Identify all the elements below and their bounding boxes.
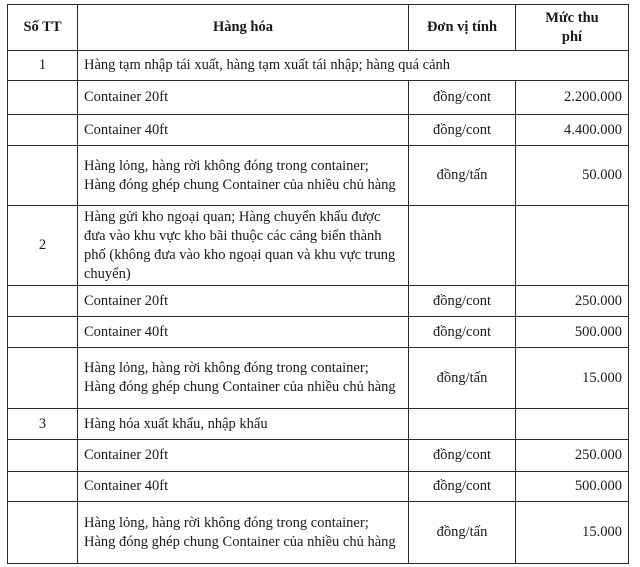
row-stt: 1 (8, 51, 78, 81)
row-stt: 2 (8, 206, 78, 286)
row-stt (8, 502, 78, 564)
row-goods: Container 20ft (78, 286, 409, 317)
row-unit: đồng/cont (409, 286, 516, 317)
table-row (8, 502, 629, 564)
row-fee (516, 206, 629, 286)
row-goods: Hàng lỏng, hàng rời không đóng trong container; Hàng đóng ghép chung Container của nhiều chủ hàng (78, 146, 409, 206)
row-goods: Container 20ft (78, 81, 409, 115)
row-unit (409, 206, 516, 286)
table-row (8, 115, 629, 146)
section-row-1 (8, 51, 629, 81)
row-fee: 250.000 (516, 286, 629, 317)
header-unit: Đơn vị tính (409, 5, 516, 51)
section-row-3 (8, 409, 629, 440)
row-stt (8, 81, 78, 115)
row-fee: 15.000 (516, 348, 629, 409)
row-fee: 50.000 (516, 146, 629, 206)
header-row (8, 5, 629, 51)
row-unit: đồng/cont (409, 115, 516, 146)
row-goods: Hàng lỏng, hàng rời không đóng trong container; Hàng đóng ghép chung Container của nhiều chủ hàng (78, 502, 409, 564)
row-stt (8, 317, 78, 348)
row-fee: 500.000 (516, 472, 629, 502)
row-fee: 500.000 (516, 317, 629, 348)
table-row (8, 348, 629, 409)
table-row (8, 286, 629, 317)
row-fee: 4.400.000 (516, 115, 629, 146)
row-goods: Hàng lỏng, hàng rời không đóng trong container; Hàng đóng ghép chung Container của nhiều chủ hàng (78, 348, 409, 409)
section-row-2 (8, 206, 629, 286)
row-unit: đồng/cont (409, 317, 516, 348)
table-row (8, 146, 629, 206)
row-goods: Container 40ft (78, 115, 409, 146)
table-row (8, 81, 629, 115)
header-goods: Hàng hóa (78, 5, 409, 51)
row-unit: đồng/tấn (409, 146, 516, 206)
header-stt: Số TT (8, 5, 78, 51)
row-fee: 15.000 (516, 502, 629, 564)
row-goods: Hàng tạm nhập tái xuất, hàng tạm xuất tái nhập; hàng quá cảnh (78, 51, 629, 81)
row-stt (8, 115, 78, 146)
row-unit: đồng/tấn (409, 502, 516, 564)
row-stt (8, 348, 78, 409)
table-row (8, 472, 629, 502)
row-unit (409, 409, 516, 440)
row-unit: đồng/cont (409, 440, 516, 472)
row-goods: Container 40ft (78, 472, 409, 502)
row-unit: đồng/tấn (409, 348, 516, 409)
row-stt: 3 (8, 409, 78, 440)
row-unit: đồng/cont (409, 81, 516, 115)
header-fee: Mức thu phí (516, 5, 629, 51)
row-stt (8, 472, 78, 502)
row-goods: Hàng hóa xuất khẩu, nhập khẩu (78, 409, 409, 440)
row-stt (8, 286, 78, 317)
row-goods: Container 20ft (78, 440, 409, 472)
row-stt (8, 440, 78, 472)
table-row (8, 440, 629, 472)
row-stt (8, 146, 78, 206)
row-goods: Hàng gửi kho ngoại quan; Hàng chuyển khẩu được đưa vào khu vực kho bãi thuộc các cảng biển thành phố (không đưa vào kho ngoại quan và khu vực trung chuyển) (78, 206, 409, 286)
row-fee: 250.000 (516, 440, 629, 472)
row-fee (516, 409, 629, 440)
row-fee: 2.200.000 (516, 81, 629, 115)
row-goods: Container 40ft (78, 317, 409, 348)
table-row (8, 317, 629, 348)
fee-table (7, 4, 629, 564)
row-unit: đồng/cont (409, 472, 516, 502)
